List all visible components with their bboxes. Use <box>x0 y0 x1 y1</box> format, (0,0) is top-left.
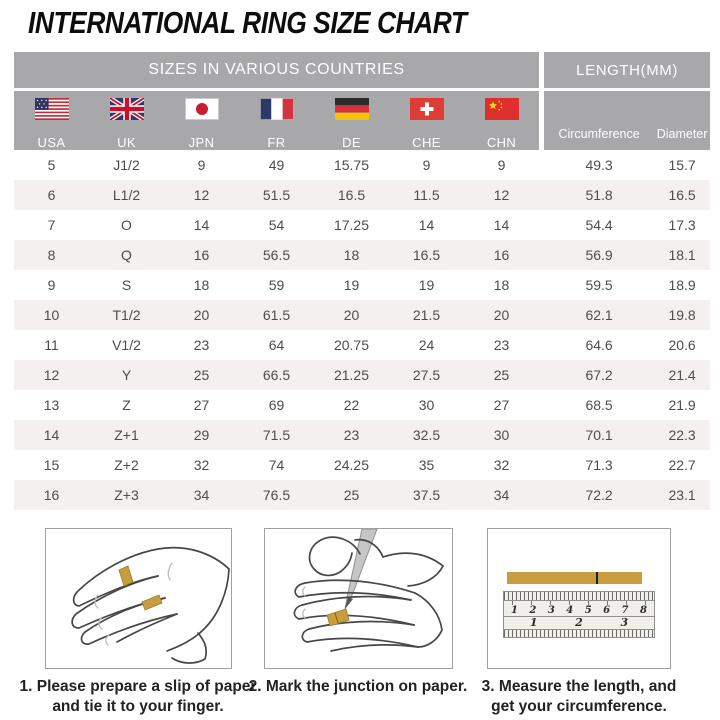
cell-usa: 16 <box>14 480 89 510</box>
cell-jpn: 27 <box>164 390 239 420</box>
cell-uk: Y <box>89 360 164 390</box>
instruction-3-caption <box>470 677 688 718</box>
cell-usa: 8 <box>14 240 89 270</box>
ruler-number: 5 <box>584 605 592 616</box>
cell-circumference: 59.5 <box>544 270 654 300</box>
cell-uk: L1/2 <box>89 180 164 210</box>
switzerland-flag-icon <box>410 98 444 120</box>
cell-uk: Z+3 <box>89 480 164 510</box>
cell-circumference: 56.9 <box>544 240 654 270</box>
cell-fr: 69 <box>239 390 314 420</box>
cell-diameter: 18.1 <box>654 240 710 270</box>
ruler-number: 7 <box>621 605 629 616</box>
ruler-inch-row <box>504 616 654 629</box>
marking-pen-illustration <box>265 529 452 668</box>
cell-chn: 30 <box>464 420 539 450</box>
caption-line: 3. Measure the length, and <box>481 678 677 695</box>
cell-diameter: 21.9 <box>654 390 710 420</box>
cell-diameter: 17.3 <box>654 210 710 240</box>
cell-che: 35 <box>389 450 464 480</box>
cell-fr: 64 <box>239 330 314 360</box>
paper-strip-illustration <box>507 572 642 584</box>
china-flag-icon <box>485 98 519 120</box>
cell-fr: 54 <box>239 210 314 240</box>
cell-usa: 6 <box>14 180 89 210</box>
column-label: UK <box>117 135 136 150</box>
column-header-chn <box>464 91 539 150</box>
cell-chn: 23 <box>464 330 539 360</box>
cell-diameter: 21.4 <box>654 360 710 390</box>
instruction-2-caption <box>248 677 468 697</box>
cell-che: 16.5 <box>389 240 464 270</box>
ruler-number: 1 <box>529 616 538 629</box>
column-header-fr <box>239 91 314 150</box>
cell-chn: 18 <box>464 270 539 300</box>
cell-usa: 12 <box>14 360 89 390</box>
japan-flag-icon <box>185 98 219 120</box>
table-row <box>14 210 710 240</box>
cell-usa: 9 <box>14 270 89 300</box>
table-row <box>14 240 710 270</box>
table-row <box>14 150 710 180</box>
cell-circumference: 51.8 <box>544 180 654 210</box>
cell-uk: T1/2 <box>89 300 164 330</box>
cell-diameter: 22.7 <box>654 450 710 480</box>
cell-circumference: 67.2 <box>544 360 654 390</box>
column-header-uk <box>89 91 164 150</box>
cell-diameter: 16.5 <box>654 180 710 210</box>
cell-de: 16.5 <box>314 180 389 210</box>
cell-uk: Z+2 <box>89 450 164 480</box>
cell-circumference: 62.1 <box>544 300 654 330</box>
cell-diameter: 15.7 <box>654 150 710 180</box>
cell-jpn: 9 <box>164 150 239 180</box>
instruction-step-1 <box>14 528 262 718</box>
cell-che: 14 <box>389 210 464 240</box>
cell-chn: 14 <box>464 210 539 240</box>
cell-jpn: 14 <box>164 210 239 240</box>
hand-with-paper-illustration <box>46 529 231 668</box>
column-label: FR <box>267 135 286 150</box>
cell-de: 17.25 <box>314 210 389 240</box>
caption-line: get your circumference. <box>491 698 667 716</box>
cell-usa: 7 <box>14 210 89 240</box>
step3-illustration-frame <box>487 528 671 669</box>
cell-usa: 5 <box>14 150 89 180</box>
cell-circumference: 72.2 <box>544 480 654 510</box>
cell-usa: 14 <box>14 420 89 450</box>
column-label: Circumference <box>558 127 640 141</box>
ruler-cm-row <box>504 605 654 616</box>
cell-diameter: 18.9 <box>654 270 710 300</box>
column-header-usa <box>14 91 89 150</box>
cell-de: 20.75 <box>314 330 389 360</box>
cell-fr: 74 <box>239 450 314 480</box>
cell-jpn: 16 <box>164 240 239 270</box>
step2-illustration-frame <box>264 528 453 669</box>
ruler-number: 3 <box>620 616 629 629</box>
cell-de: 15.75 <box>314 150 389 180</box>
cell-che: 9 <box>389 150 464 180</box>
cell-che: 32.5 <box>389 420 464 450</box>
cell-fr: 66.5 <box>239 360 314 390</box>
cell-chn: 16 <box>464 240 539 270</box>
ruler-number: 4 <box>566 605 574 616</box>
cell-de: 25 <box>314 480 389 510</box>
cell-de: 22 <box>314 390 389 420</box>
caption-line: and tie it to your finger. <box>52 698 224 716</box>
cell-che: 37.5 <box>389 480 464 510</box>
cell-jpn: 25 <box>164 360 239 390</box>
cell-de: 21.25 <box>314 360 389 390</box>
ring-size-table <box>14 52 710 510</box>
countries-group-header: SIZES IN VARIOUS COUNTRIES <box>14 52 539 88</box>
cell-circumference: 54.4 <box>544 210 654 240</box>
cell-circumference: 70.1 <box>544 420 654 450</box>
ruler-fine-ticks-bottom <box>504 629 654 637</box>
junction-mark <box>596 572 598 584</box>
cell-fr: 49 <box>239 150 314 180</box>
table-row <box>14 420 710 450</box>
cell-uk: Q <box>89 240 164 270</box>
cell-diameter: 20.6 <box>654 330 710 360</box>
cell-de: 18 <box>314 240 389 270</box>
column-label: USA <box>37 135 66 150</box>
cell-fr: 76.5 <box>239 480 314 510</box>
cell-diameter: 22.3 <box>654 420 710 450</box>
france-flag-icon <box>260 98 294 120</box>
table-body <box>14 150 710 510</box>
cell-usa: 15 <box>14 450 89 480</box>
ruler-number: 1 <box>511 605 518 616</box>
length-group-header: LENGTH(MM) <box>544 52 710 88</box>
cell-jpn: 12 <box>164 180 239 210</box>
cell-fr: 56.5 <box>239 240 314 270</box>
table-row <box>14 270 710 300</box>
ruler-number: 2 <box>529 605 537 616</box>
cell-chn: 12 <box>464 180 539 210</box>
cell-uk: O <box>89 210 164 240</box>
cell-uk: J1/2 <box>89 150 164 180</box>
column-header-circumference <box>544 91 654 150</box>
step1-illustration-frame <box>45 528 232 669</box>
cell-jpn: 34 <box>164 480 239 510</box>
table-row <box>14 300 710 330</box>
cell-che: 27.5 <box>389 360 464 390</box>
cell-chn: 25 <box>464 360 539 390</box>
table-row <box>14 330 710 360</box>
germany-flag-icon <box>335 98 369 120</box>
instruction-step-2 <box>248 528 468 697</box>
cell-circumference: 64.6 <box>544 330 654 360</box>
cell-usa: 10 <box>14 300 89 330</box>
cell-de: 19 <box>314 270 389 300</box>
cell-uk: Z <box>89 390 164 420</box>
cell-jpn: 23 <box>164 330 239 360</box>
column-label: JPN <box>188 135 215 150</box>
cell-diameter: 19.8 <box>654 300 710 330</box>
caption-line: 1. Please prepare a slip of paper <box>19 678 257 695</box>
cell-jpn: 29 <box>164 420 239 450</box>
cell-che: 21.5 <box>389 300 464 330</box>
column-header-de <box>314 91 389 150</box>
ruler-illustration <box>503 591 655 638</box>
cell-jpn: 20 <box>164 300 239 330</box>
column-header-diameter <box>654 91 710 150</box>
cell-de: 24.25 <box>314 450 389 480</box>
cell-uk: V1/2 <box>89 330 164 360</box>
cell-jpn: 32 <box>164 450 239 480</box>
cell-de: 20 <box>314 300 389 330</box>
cell-diameter: 23.1 <box>654 480 710 510</box>
ruler-number: 8 <box>639 605 647 616</box>
uk-flag-icon <box>110 98 144 120</box>
ruler-number: 2 <box>575 616 583 629</box>
cell-circumference: 71.3 <box>544 450 654 480</box>
cell-chn: 32 <box>464 450 539 480</box>
table-row <box>14 360 710 390</box>
cell-chn: 20 <box>464 300 539 330</box>
table-row <box>14 450 710 480</box>
column-label: CHE <box>412 135 441 150</box>
column-header-jpn <box>164 91 239 150</box>
cell-che: 19 <box>389 270 464 300</box>
cell-che: 24 <box>389 330 464 360</box>
cell-circumference: 49.3 <box>544 150 654 180</box>
cell-de: 23 <box>314 420 389 450</box>
column-label: Diameter <box>656 127 708 141</box>
cell-fr: 71.5 <box>239 420 314 450</box>
cell-che: 11.5 <box>389 180 464 210</box>
cell-usa: 11 <box>14 330 89 360</box>
cell-fr: 51.5 <box>239 180 314 210</box>
table-row <box>14 480 710 510</box>
cell-uk: S <box>89 270 164 300</box>
cell-fr: 59 <box>239 270 314 300</box>
cell-chn: 34 <box>464 480 539 510</box>
cell-fr: 61.5 <box>239 300 314 330</box>
usa-flag-icon <box>35 98 69 120</box>
cell-uk: Z+1 <box>89 420 164 450</box>
column-label: CHN <box>486 135 517 150</box>
column-header-che <box>389 91 464 150</box>
cell-chn: 9 <box>464 150 539 180</box>
caption-line: 2. Mark the junction on paper. <box>248 678 468 695</box>
cell-circumference: 68.5 <box>544 390 654 420</box>
ruler-number: 3 <box>547 605 555 616</box>
table-row <box>14 180 710 210</box>
cell-usa: 13 <box>14 390 89 420</box>
ruler-fine-ticks <box>504 592 654 601</box>
cell-che: 30 <box>389 390 464 420</box>
cell-chn: 27 <box>464 390 539 420</box>
instruction-1-caption <box>14 677 262 718</box>
ruler-number: 6 <box>603 605 611 616</box>
cell-jpn: 18 <box>164 270 239 300</box>
column-label: DE <box>342 135 361 150</box>
page-title: INTERNATIONAL RING SIZE CHART <box>28 5 467 40</box>
table-row <box>14 390 710 420</box>
instruction-step-3 <box>470 528 688 718</box>
